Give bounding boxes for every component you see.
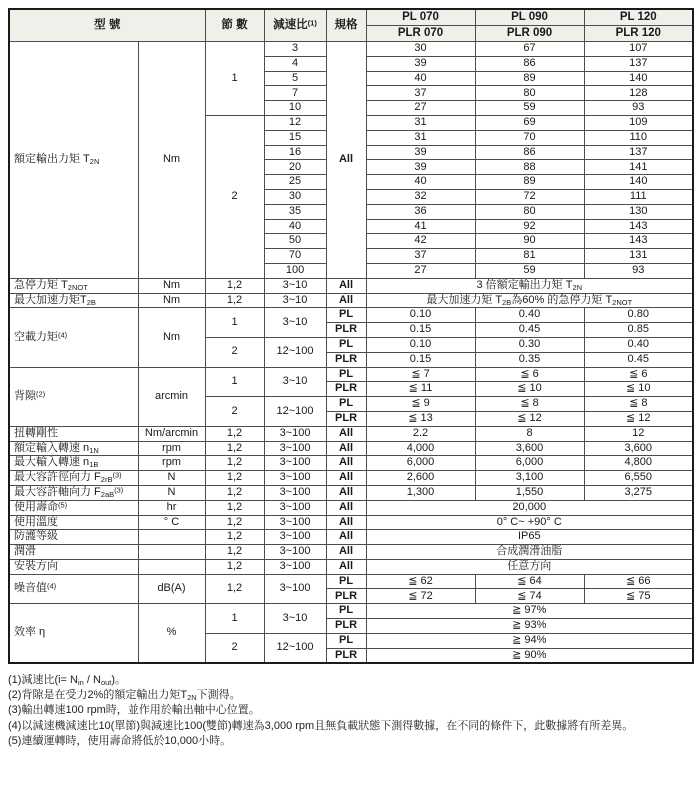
unit-cell: N	[138, 485, 205, 500]
value-cell: 140	[584, 71, 693, 86]
table-row	[9, 293, 693, 308]
value-cell: 70	[475, 130, 584, 145]
table-row	[9, 471, 693, 486]
value-cell: ≦ 12	[584, 411, 693, 426]
value-cell: 137	[584, 56, 693, 71]
stages-cell: 2	[205, 633, 264, 663]
ratio-cell: 12~100	[264, 337, 326, 367]
footnote: (1)減速比$(i= N_{in} / N_{out})$。	[8, 673, 127, 687]
value-cell: 6,000	[475, 456, 584, 471]
value-cell: 0.15	[366, 323, 475, 338]
value-span-cell: 20,000	[366, 500, 693, 515]
value-span-cell: ≧ 93%	[366, 619, 693, 634]
value-cell: ≦ 12	[475, 411, 584, 426]
param-label-cell: 防護等級	[9, 530, 138, 545]
spec-cell: All	[326, 515, 366, 530]
footnote: (4)以減速機減速比10(單節)與減速比100(雙節)轉速為3,000 rpm且無負載狀態下測得數據，在不同的條件下，此數據將有所差異。	[8, 719, 634, 732]
value-cell: 69	[475, 115, 584, 130]
value-cell: 6,000	[366, 456, 475, 471]
table-row	[9, 485, 693, 500]
value-cell: 131	[584, 249, 693, 264]
ratio-cell: 3~100	[264, 515, 326, 530]
param-label-cell: 噪音值$^{(4)}$	[9, 574, 138, 604]
value-cell: 107	[584, 42, 693, 57]
param-label-cell: 扭轉剛性	[9, 426, 138, 441]
value-cell: 31	[366, 115, 475, 130]
ratio-cell: 12	[264, 115, 326, 130]
spec-cell: PLR	[326, 648, 366, 663]
ratio-cell: 3~100	[264, 545, 326, 560]
spec-cell: All	[326, 485, 366, 500]
table-row	[9, 515, 693, 530]
ratio-cell: 3~100	[264, 426, 326, 441]
table-row	[9, 604, 693, 619]
value-cell: 6,550	[584, 471, 693, 486]
stages-cell: 2	[205, 337, 264, 367]
value-cell: 37	[366, 249, 475, 264]
ratio-cell: 3~10	[264, 367, 326, 397]
ratio-cell: 3	[264, 42, 326, 57]
spec-cell: PLR	[326, 619, 366, 634]
param-label-cell: 最大加速力矩$T_{2B}$	[9, 293, 138, 308]
table-row	[9, 545, 693, 560]
value-cell: ≦ 6	[475, 367, 584, 382]
table-row	[9, 42, 693, 57]
value-cell: 4,800	[584, 456, 693, 471]
stages-cell: 1,2	[205, 426, 264, 441]
value-cell: 1,550	[475, 485, 584, 500]
footnote: (2)背隙是在受力2%的額定輸出力矩$T_{2N}$下測得。	[8, 689, 241, 703]
table-row	[9, 278, 693, 293]
value-cell: 140	[584, 175, 693, 190]
table-row	[9, 308, 693, 323]
stages-cell: 1,2	[205, 500, 264, 515]
param-label-cell: 使用壽命$^{(5)}$	[9, 500, 138, 515]
value-span-cell: 0° C~ +90° C	[366, 515, 693, 530]
stages-cell: 1	[205, 42, 264, 116]
value-span-cell: 3 倍額定輸出力矩 $T_{2N}$	[366, 278, 693, 293]
ratio-cell: 35	[264, 204, 326, 219]
unit-cell: Nm	[138, 308, 205, 367]
spec-cell: All	[326, 42, 366, 279]
stages-cell: 1,2	[205, 530, 264, 545]
value-cell: 3,600	[475, 441, 584, 456]
spec-cell: All	[326, 471, 366, 486]
table-row	[9, 500, 693, 515]
ratio-cell: 10	[264, 101, 326, 116]
stages-cell: 1,2	[205, 545, 264, 560]
ratio-cell: 16	[264, 145, 326, 160]
value-cell: 0.45	[584, 352, 693, 367]
col-header-stages: 節 數	[205, 9, 264, 42]
value-cell: 3,100	[475, 471, 584, 486]
unit-cell: Nm	[138, 42, 205, 279]
param-label-cell: 最大容許軸向力 $F_{2aB}^{(3)}$	[9, 485, 138, 500]
unit-cell: ° C	[138, 515, 205, 530]
unit-cell: dB(A)	[138, 574, 205, 604]
value-cell: 110	[584, 130, 693, 145]
value-cell: ≦ 10	[475, 382, 584, 397]
stages-cell: 1	[205, 367, 264, 397]
value-cell: 1,300	[366, 485, 475, 500]
ratio-cell: 30	[264, 189, 326, 204]
value-cell: 59	[475, 101, 584, 116]
value-cell: 0.40	[475, 308, 584, 323]
value-cell: ≦ 64	[475, 574, 584, 589]
spec-cell: All	[326, 545, 366, 560]
value-cell: 0.10	[366, 308, 475, 323]
value-cell: 0.30	[475, 337, 584, 352]
value-cell: 93	[584, 101, 693, 116]
spec-cell: PL	[326, 397, 366, 412]
stages-cell: 1,2	[205, 293, 264, 308]
stages-cell: 1,2	[205, 456, 264, 471]
param-label-cell: 使用溫度	[9, 515, 138, 530]
value-cell: 128	[584, 86, 693, 101]
spec-table-body	[9, 42, 693, 663]
value-cell: 39	[366, 145, 475, 160]
value-cell: 80	[475, 204, 584, 219]
param-label-cell: 效率 η	[9, 604, 138, 663]
param-label-cell: 額定輸入轉速 $n_{1N}$	[9, 441, 138, 456]
spec-cell: PLR	[326, 323, 366, 338]
unit-cell: N	[138, 471, 205, 486]
spec-cell: All	[326, 426, 366, 441]
value-cell: 0.45	[475, 323, 584, 338]
value-cell: 3,600	[584, 441, 693, 456]
value-cell: ≦ 11	[366, 382, 475, 397]
value-cell: 32	[366, 189, 475, 204]
spec-cell: All	[326, 456, 366, 471]
col-header-pl-120: PL 120	[584, 9, 693, 26]
value-cell: 37	[366, 86, 475, 101]
value-cell: ≦ 9	[366, 397, 475, 412]
spec-cell: PL	[326, 574, 366, 589]
value-cell: 143	[584, 234, 693, 249]
value-cell: 0.40	[584, 337, 693, 352]
stages-cell: 1,2	[205, 441, 264, 456]
spec-cell: PLR	[326, 411, 366, 426]
spec-cell: All	[326, 500, 366, 515]
stages-cell: 1	[205, 604, 264, 634]
table-row	[9, 574, 693, 589]
stages-cell: 1,2	[205, 574, 264, 604]
col-header-model	[9, 9, 205, 42]
spec-cell: All	[326, 441, 366, 456]
value-cell: ≦ 6	[584, 367, 693, 382]
spec-cell: All	[326, 293, 366, 308]
col-header-plr-070: PLR 070	[366, 26, 475, 42]
param-label-cell: 急停力矩 $T_{2NOT}$	[9, 278, 138, 293]
param-label-cell: 安裝方向	[9, 559, 138, 574]
col-header-ratio-footnote-ref: (1)	[307, 18, 317, 28]
value-span-cell: ≧ 90%	[366, 648, 693, 663]
ratio-cell: 3~100	[264, 471, 326, 486]
spec-cell: PL	[326, 604, 366, 619]
value-cell: 89	[475, 175, 584, 190]
unit-cell: hr	[138, 500, 205, 515]
spec-cell: PL	[326, 337, 366, 352]
value-cell: 8	[475, 426, 584, 441]
value-cell: 4,000	[366, 441, 475, 456]
value-span-cell: 合成潤滑油脂	[366, 545, 693, 560]
ratio-cell: 4	[264, 56, 326, 71]
stages-cell: 1	[205, 308, 264, 338]
value-cell: 0.10	[366, 337, 475, 352]
table-row	[9, 441, 693, 456]
col-header-pl-090: PL 090	[475, 9, 584, 26]
col-header-pl-070: PL 070	[366, 9, 475, 26]
value-cell: 39	[366, 56, 475, 71]
value-cell: ≦ 8	[584, 397, 693, 412]
ratio-cell: 25	[264, 175, 326, 190]
table-row	[9, 530, 693, 545]
stages-cell: 1,2	[205, 515, 264, 530]
value-cell: 141	[584, 160, 693, 175]
value-cell: 86	[475, 145, 584, 160]
ratio-cell: 12~100	[264, 633, 326, 663]
value-cell: 0.80	[584, 308, 693, 323]
ratio-cell: 3~10	[264, 293, 326, 308]
value-cell: 81	[475, 249, 584, 264]
spec-cell: All	[326, 559, 366, 574]
ratio-cell: 40	[264, 219, 326, 234]
value-cell: 0.85	[584, 323, 693, 338]
ratio-cell: 100	[264, 263, 326, 278]
unit-cell: %	[138, 604, 205, 663]
value-cell: 27	[366, 101, 475, 116]
value-cell: 36	[366, 204, 475, 219]
value-cell: ≦ 62	[366, 574, 475, 589]
value-cell: 59	[475, 263, 584, 278]
stages-cell: 1,2	[205, 559, 264, 574]
spec-cell: PLR	[326, 352, 366, 367]
col-header-ratio-label: 減速比	[273, 19, 308, 32]
value-cell: 67	[475, 42, 584, 57]
value-cell: ≦ 7	[366, 367, 475, 382]
ratio-cell: 3~100	[264, 441, 326, 456]
value-span-cell: 任意方向	[366, 559, 693, 574]
stages-cell: 2	[205, 397, 264, 427]
value-cell: 0.15	[366, 352, 475, 367]
value-cell: 40	[366, 175, 475, 190]
unit-cell: Nm/arcmin	[138, 426, 205, 441]
value-cell: ≦ 13	[366, 411, 475, 426]
value-cell: ≦ 74	[475, 589, 584, 604]
col-header-model-label: 型 號	[94, 19, 121, 32]
value-cell: 143	[584, 219, 693, 234]
ratio-cell: 20	[264, 160, 326, 175]
value-cell: 93	[584, 263, 693, 278]
param-label-cell: 最大容許徑向力 $F_{2rB}^{(3)}$	[9, 471, 138, 486]
value-span-cell: 最大加速力矩 $T_{2B}$為60% 的急停力矩 $T_{2NOT}$	[366, 293, 693, 308]
value-cell: 72	[475, 189, 584, 204]
spec-cell: All	[326, 530, 366, 545]
param-label-cell: 最大輸入轉速 $n_{1B}$	[9, 456, 138, 471]
col-header-plr-120: PLR 120	[584, 26, 693, 42]
value-cell: 92	[475, 219, 584, 234]
ratio-cell: 3~10	[264, 308, 326, 338]
value-cell: 12	[584, 426, 693, 441]
value-cell: 2.2	[366, 426, 475, 441]
ratio-cell: 15	[264, 130, 326, 145]
table-row	[9, 367, 693, 382]
value-cell: 90	[475, 234, 584, 249]
value-cell: ≦ 75	[584, 589, 693, 604]
unit-cell	[138, 545, 205, 560]
footnote: (5)連續運轉時，使用壽命將低於10,000小時。	[8, 734, 232, 747]
table-row	[9, 426, 693, 441]
value-cell: 0.35	[475, 352, 584, 367]
value-span-cell: ≧ 97%	[366, 604, 693, 619]
value-cell: 137	[584, 145, 693, 160]
ratio-cell: 12~100	[264, 397, 326, 427]
value-cell: ≦ 72	[366, 589, 475, 604]
spec-table	[8, 8, 694, 664]
param-label-cell: 潤滑	[9, 545, 138, 560]
param-label-cell: 背隙$^{(2)}$	[9, 367, 138, 426]
ratio-cell: 3~10	[264, 278, 326, 293]
table-row	[9, 456, 693, 471]
param-label-cell: 額定輸出力矩 $T_{2N}$	[9, 42, 138, 279]
value-cell: 40	[366, 71, 475, 86]
spec-cell: All	[326, 278, 366, 293]
value-cell: 31	[366, 130, 475, 145]
ratio-cell: 3~100	[264, 574, 326, 604]
unit-cell: rpm	[138, 441, 205, 456]
value-cell: 42	[366, 234, 475, 249]
value-cell: 130	[584, 204, 693, 219]
unit-cell: Nm	[138, 293, 205, 308]
value-cell: 88	[475, 160, 584, 175]
spec-cell: PL	[326, 367, 366, 382]
param-label-cell: 空載力矩$^{(4)}$	[9, 308, 138, 367]
value-cell: 2,600	[366, 471, 475, 486]
header-row-1	[9, 9, 693, 26]
ratio-cell: 3~100	[264, 559, 326, 574]
unit-cell: arcmin	[138, 367, 205, 426]
ratio-cell: 3~100	[264, 485, 326, 500]
value-cell: ≦ 8	[475, 397, 584, 412]
value-span-cell: IP65	[366, 530, 693, 545]
value-cell: 80	[475, 86, 584, 101]
value-cell: 86	[475, 56, 584, 71]
value-span-cell: ≧ 94%	[366, 633, 693, 648]
stages-cell: 1,2	[205, 471, 264, 486]
value-cell: 30	[366, 42, 475, 57]
value-cell: 89	[475, 71, 584, 86]
unit-cell	[138, 559, 205, 574]
footnote: (3)輸出轉速100 rpm時，並作用於輸出軸中心位置。	[8, 704, 260, 717]
stages-cell: 1,2	[205, 485, 264, 500]
ratio-cell: 50	[264, 234, 326, 249]
ratio-cell: 3~100	[264, 530, 326, 545]
col-header-ratio	[264, 9, 326, 42]
spec-cell: PLR	[326, 589, 366, 604]
ratio-cell: 3~10	[264, 604, 326, 634]
spec-cell: PL	[326, 633, 366, 648]
ratio-cell: 70	[264, 249, 326, 264]
table-header	[9, 9, 693, 42]
value-cell: 3,275	[584, 485, 693, 500]
table-row	[9, 559, 693, 574]
col-header-plr-090: PLR 090	[475, 26, 584, 42]
ratio-cell: 5	[264, 71, 326, 86]
stages-cell: 1,2	[205, 278, 264, 293]
footnotes	[8, 673, 692, 749]
spec-cell: PL	[326, 308, 366, 323]
value-cell: 111	[584, 189, 693, 204]
value-cell: 27	[366, 263, 475, 278]
ratio-cell: 7	[264, 86, 326, 101]
value-cell: 41	[366, 219, 475, 234]
ratio-cell: 3~100	[264, 500, 326, 515]
value-cell: ≦ 10	[584, 382, 693, 397]
ratio-cell: 3~100	[264, 456, 326, 471]
stages-cell: 2	[205, 115, 264, 278]
col-header-spec: 規格	[326, 9, 366, 42]
spec-cell: PLR	[326, 382, 366, 397]
value-cell: ≦ 66	[584, 574, 693, 589]
unit-cell	[138, 530, 205, 545]
value-cell: 39	[366, 160, 475, 175]
value-cell: 109	[584, 115, 693, 130]
unit-cell: rpm	[138, 456, 205, 471]
unit-cell: Nm	[138, 278, 205, 293]
